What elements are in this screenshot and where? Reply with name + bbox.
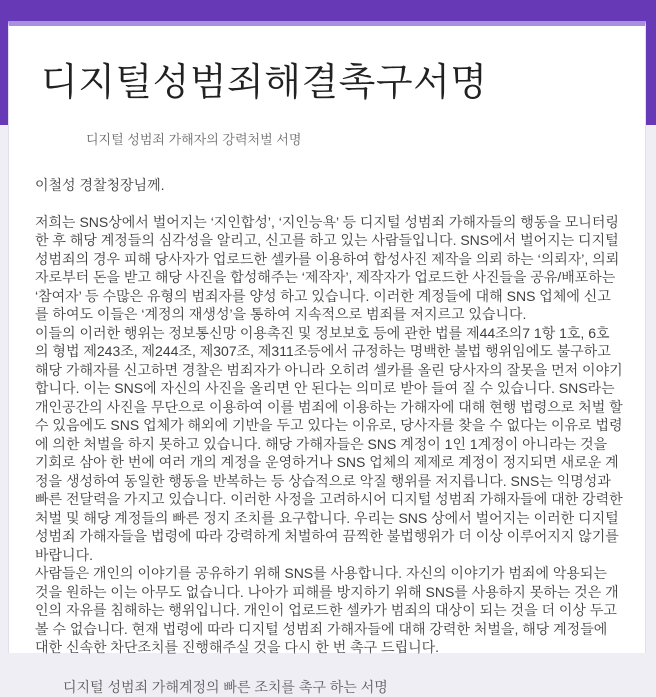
form-body-text [35, 176, 623, 657]
greeting-line: 이철성 경찰청장님께. [35, 176, 165, 193]
form-card [8, 21, 646, 695]
form-description: 디지털 성범죄 가해자의 강력처벌 서명 [86, 131, 302, 147]
paragraph-1: 저희는 SNS상에서 벌어지는 ‘지인합성’, ‘지인능욕’ 등 디지털 성범죄 가해자들의 행동을 모니터링 한 후 해당 계정들의 심각성을 알리고, 신고를 하고 있는 사람들입니다. SNS에서 벌어지는 디지털성범죄의 경우 피해 당사자가 업로드한 셀카를 이용하여 합성사진 제작을 의뢰 하는 ‘의뢰자’, 의뢰자로부터 돈을 받고 해당 사진을 합성해주는 ‘제작자’, 제작자가 업로드한 사진들을 공유/배포하는 ‘참여자’ 등 수많은 유형의 범죄자를 양성 하고 있습니다. 이러한 계정들에 대해 SNS 업체에 신고를 하여도 이들은 ‘계정의 재생성’을 통하여 지속적으로 범죄를 저지르고 있습니다. [35, 213, 620, 323]
section-title: 디지털 성범죄 가해계정의 빠른 조치를 촉구 하는 서명 [63, 678, 388, 695]
paragraph-2: 이들의 이러한 행위는 정보통신망 이용촉진 및 정보보호 등에 관한 법를 제44조의7 1항 1호, 6호의 형법 제243조, 제244조, 제307조, 제311조등에서 규정하는 명백한 불법 행위임에도 불구하고 해당 가해자를 신고하면 경찰은 범죄자가 아니라 오히려 셀카를 올린 당사자의 잘못을 먼저 이야기 합니다. 이는 SNS에 자신의 사진을 올리면 안 된다는 의미로 받아 들여 질 수 있습니다. SNS라는 개인공간의 사진을 무단으로 이용하여 이를 범죄에 이용하는 가해자에 대해 현행 법령으로 처벌 할 수 있음에도 SNS 업체가 해외에 기반을 두고 있다는 이유로, 당사자를 찾을 수 없다는 이유로 법령에 의한 처벌을 하지 못하고 있습니다. 해당 가해자들은 SNS 계정이 1인 1계정이 아니라는 것을 기회로 삼아 한 번에 여러 개의 계정을 운영하거나 SNS 업체의 제제로 계정이 정지되면 새로운 계정을 생성하여 동일한 행동을 반복하는 등 상습적으로 악질 행위를 저지릅니다. SNS는 익명성과 빠른 전달력을 가지고 있습니다. 이러한 사정을 고려하시어 디지털 성범죄 가해자들에 대한 강력한 처벌 및 해당 계정들의 빠른 정지 조치를 요구합니다. 우리는 SNS 상에서 벌어지는 이러한 디지털 성범죄 가해자들을 법령에 따라 강력하게 처벌하여 끔찍한 불법행위가 더 이상 이루어지지 않기를 바랍니다. [35, 324, 623, 563]
paragraph-3: 사람들은 개인의 이야기를 공유하기 위해 SNS를 사용합니다. 자신의 이야기가 범죄에 악용되는 것을 원하는 이는 아무도 없습니다. 나아가 피해를 방지하기 위해 SNS를 사용하지 못하는 것은 개인의 자유를 침해하는 행위입니다. 개인이 업로드한 셀카가 범죄의 대상이 되는 것을 더 이상 두고 볼 수 없습니다. 현재 법령에 따라 디지털 성범죄 가해자들에 대해 강력한 처벌을, 해당 계정들에 대한 신속한 차단조치를 진행해주실 것을 다시 한 번 촉구 드립니다. [35, 565, 619, 656]
form-title: 디지털성범죄해결촉구서명 [41, 62, 488, 104]
